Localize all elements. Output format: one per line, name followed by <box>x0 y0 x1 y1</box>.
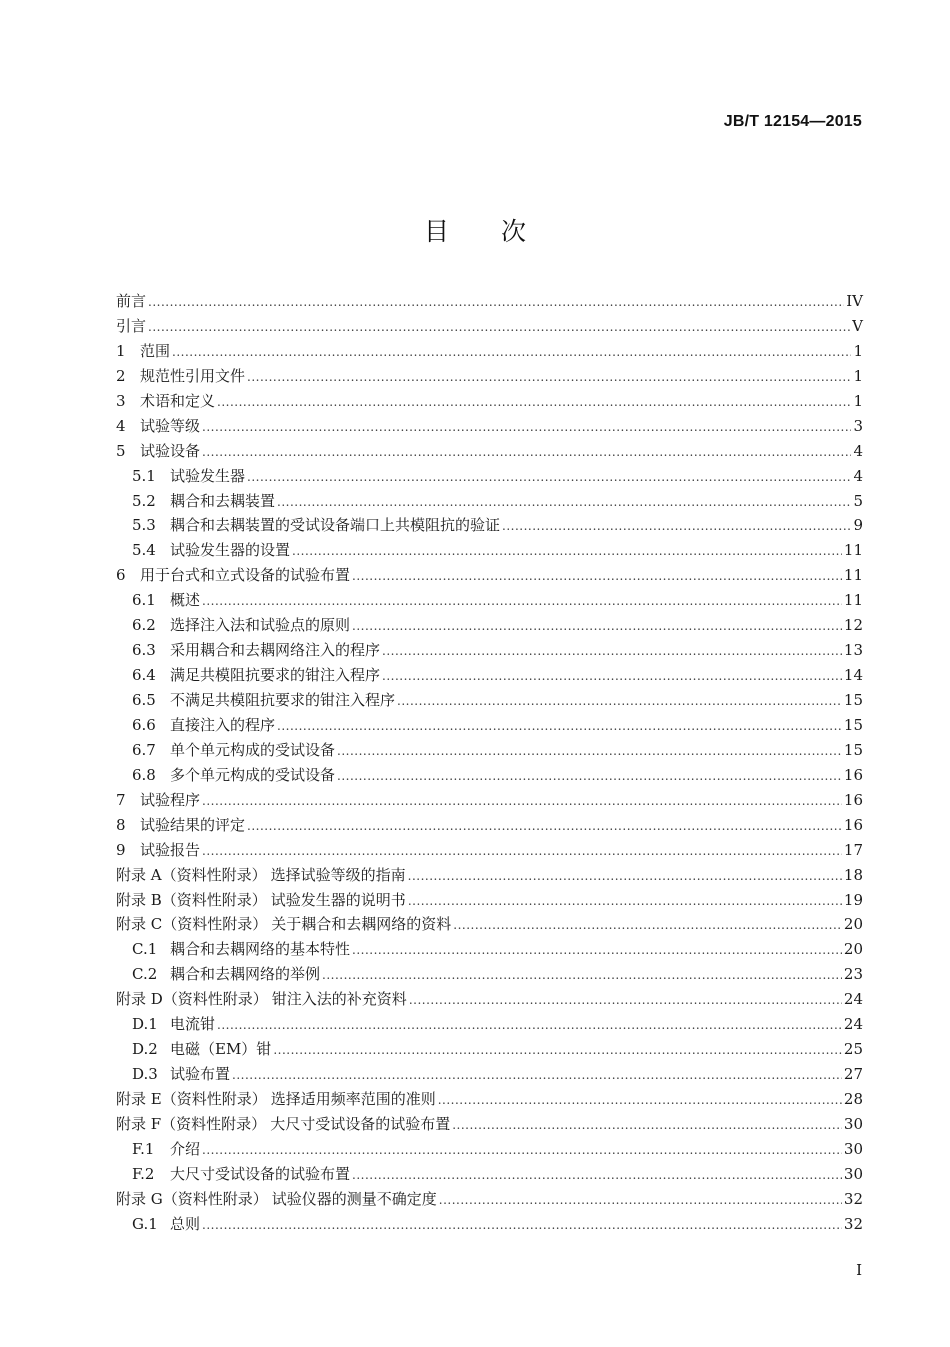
toc-entry-page: 30 <box>843 1114 863 1133</box>
toc-leader-dots <box>232 1063 842 1088</box>
toc-entry[interactable] <box>116 389 863 414</box>
toc-entry-page: 1 <box>853 341 863 360</box>
toc-entry-title: 钳注入法的补充资料 <box>271 990 407 1009</box>
toc-entry-title: 试验等级 <box>140 416 201 435</box>
toc-leader-dots <box>172 340 851 365</box>
toc-entry-page: 16 <box>843 790 863 809</box>
toc-leader-dots <box>148 290 844 315</box>
toc-entry-title: 选择注入法和试验点的原则 <box>170 616 351 635</box>
toc-entry[interactable] <box>116 339 863 364</box>
toc-entry-title: 引言 <box>116 316 147 335</box>
toc-leader-dots <box>502 514 851 539</box>
toc-entry-number: 6.4 <box>132 666 156 685</box>
toc-entry-title: 概述 <box>170 591 201 610</box>
toc-leader-dots <box>352 614 842 639</box>
toc-entry-number: 5.4 <box>132 541 156 560</box>
toc-leader-dots <box>382 664 842 689</box>
toc-entry-title: 多个单元构成的受试设备 <box>170 765 336 784</box>
toc-leader-dots <box>382 639 842 664</box>
toc-entry-number: 5.1 <box>132 466 156 485</box>
toc-entry[interactable] <box>116 314 863 339</box>
toc-entry-page: 4 <box>853 441 863 460</box>
toc-entry-number: 附录 C（资料性附录） <box>116 915 268 934</box>
toc-entry-page: 11 <box>843 591 863 610</box>
toc-leader-dots <box>439 1188 842 1213</box>
toc-leader-dots <box>148 315 850 340</box>
toc-entry[interactable] <box>116 613 863 638</box>
toc-entry-page: 27 <box>843 1065 863 1084</box>
toc-leader-dots <box>247 365 851 390</box>
toc-entry-page: 15 <box>843 715 863 734</box>
toc-entry-title: 大尺寸受试设备的试验布置 <box>170 1164 351 1183</box>
toc-entry-number: 7 <box>116 790 126 809</box>
toc-entry[interactable] <box>116 513 863 538</box>
toc-entry-title: 耦合和去耦装置 <box>170 491 276 510</box>
toc-entry-title: 耦合和去耦网络的基本特性 <box>170 940 351 959</box>
toc-entry-number: 附录 B（资料性附录） <box>116 890 267 909</box>
toc-entry[interactable] <box>116 888 863 913</box>
toc-entry-number: F.2 <box>132 1164 155 1183</box>
toc-entry-number: 6.7 <box>132 740 156 759</box>
toc-entry[interactable] <box>116 663 863 688</box>
toc-entry-number: 附录 A（资料性附录） <box>116 865 267 884</box>
toc-leader-dots <box>352 564 842 589</box>
toc-entry[interactable] <box>116 813 863 838</box>
toc-entry[interactable] <box>116 1137 863 1162</box>
toc-leader-dots <box>273 1038 842 1063</box>
toc-entry-title: 范围 <box>140 341 171 360</box>
toc-entry-title: 耦合和去耦网络的举例 <box>170 965 321 984</box>
toc-entry[interactable] <box>116 489 863 514</box>
toc-leader-dots <box>247 465 851 490</box>
toc-entry-title: 满足共模阻抗要求的钳注入程序 <box>170 666 381 685</box>
toc-entry[interactable] <box>116 588 863 613</box>
toc-entry-page: 1 <box>853 391 863 410</box>
toc-entry-title: 规范性引用文件 <box>140 366 246 385</box>
toc-entry-page: 20 <box>843 940 863 959</box>
toc-entry-page: V <box>852 316 863 335</box>
toc-entry-title: 试验发生器的说明书 <box>270 890 406 909</box>
toc-entry-title: 试验发生器的设置 <box>170 541 291 560</box>
toc-entry-page: 16 <box>843 815 863 834</box>
toc-entry-page: 24 <box>843 990 863 1009</box>
toc-leader-dots <box>292 539 842 564</box>
page-title: 目次 <box>423 217 578 246</box>
toc-entry-number: 6.6 <box>132 715 156 734</box>
toc-entry-title: 直接注入的程序 <box>170 715 276 734</box>
toc-leader-dots <box>452 1113 842 1138</box>
toc-entry-title: 试验结果的评定 <box>140 815 246 834</box>
toc-entry[interactable] <box>116 1087 863 1112</box>
toc-entry[interactable] <box>116 713 863 738</box>
toc-entry-page: 18 <box>843 865 863 884</box>
toc-leader-dots <box>277 490 851 515</box>
toc-entry-number: 5.2 <box>132 491 156 510</box>
toc-leader-dots <box>337 764 842 789</box>
toc-entry-title: 试验仪器的测量不确定度 <box>271 1189 437 1208</box>
toc-leader-dots <box>397 689 842 714</box>
toc-entry-title: 耦合和去耦装置的受试设备端口上共模阻抗的验证 <box>170 516 501 535</box>
toc-entry-title: 术语和定义 <box>140 391 216 410</box>
toc-entry-title: 试验设备 <box>140 441 201 460</box>
toc-entry[interactable] <box>116 414 863 439</box>
toc-entry-number: 6.5 <box>132 691 156 709</box>
toc-entry-page: 19 <box>843 890 863 909</box>
toc-entry-title: 试验程序 <box>140 790 201 809</box>
toc-entry-page: 1 <box>853 366 863 385</box>
toc-entry-number: 2 <box>116 366 126 385</box>
toc-leader-dots <box>408 889 842 914</box>
toc-leader-dots <box>337 739 842 764</box>
toc-entry-number: D.1 <box>132 1015 158 1034</box>
toc-leader-dots <box>202 589 842 614</box>
toc-entry-page: 30 <box>843 1139 863 1158</box>
toc-entry-page: 23 <box>843 965 863 984</box>
toc-entry-title: 试验报告 <box>140 840 201 859</box>
toc-leader-dots <box>217 1013 842 1038</box>
toc-entry[interactable] <box>116 688 863 713</box>
toc-leader-dots <box>438 1088 842 1113</box>
toc-leader-dots <box>217 390 851 415</box>
toc-entry-page: 5 <box>853 491 863 510</box>
toc-entry-number: 附录 E（资料性附录） <box>116 1090 267 1108</box>
toc-entry-page: IV <box>846 292 863 310</box>
toc-leader-dots <box>322 963 842 988</box>
toc-entry-number: 附录 D（资料性附录） <box>116 990 268 1009</box>
toc-entry-number: 4 <box>116 416 126 435</box>
toc-entry-number: 6.1 <box>132 591 156 610</box>
toc-leader-dots <box>352 1163 842 1188</box>
toc-leader-dots <box>202 839 842 864</box>
toc-entry[interactable] <box>116 538 863 563</box>
toc-entry[interactable] <box>116 1112 863 1137</box>
toc-entry-title: 试验布置 <box>170 1065 231 1084</box>
toc-entry-page: 32 <box>843 1189 863 1208</box>
toc-entry[interactable] <box>116 838 863 863</box>
toc-entry-number: F.1 <box>132 1139 155 1158</box>
toc-entry[interactable] <box>116 1062 863 1087</box>
toc-entry[interactable] <box>116 937 863 962</box>
toc-entry-number: 8 <box>116 815 126 834</box>
toc-entry-title: 电流钳 <box>170 1015 216 1034</box>
toc-entry-number: 6.2 <box>132 616 156 635</box>
toc-entry[interactable] <box>116 1162 863 1187</box>
toc-entry-page: 15 <box>843 691 863 709</box>
toc-entry-title: 前言 <box>116 292 147 310</box>
toc-entry-page: 24 <box>843 1015 863 1034</box>
page-number: I <box>856 1261 862 1279</box>
toc-entry-number: G.1 <box>132 1214 158 1233</box>
toc-entry[interactable] <box>116 738 863 763</box>
toc-entry-title: 选择试验等级的指南 <box>270 865 406 884</box>
toc-entry-title: 选择适用频率范围的准则 <box>270 1090 436 1108</box>
toc-entry[interactable] <box>116 638 863 663</box>
toc-entry-page: 30 <box>843 1164 863 1183</box>
toc-entry-title: 采用耦合和去耦网络注入的程序 <box>170 641 381 660</box>
toc-entry[interactable] <box>116 1012 863 1037</box>
toc-entry-page: 3 <box>853 416 863 435</box>
toc-entry-page: 9 <box>853 516 863 535</box>
toc-entry-number: C.1 <box>132 940 158 959</box>
toc-entry-number: D.3 <box>132 1065 158 1084</box>
toc-entry[interactable] <box>116 563 863 588</box>
toc-entry[interactable] <box>116 289 863 314</box>
toc-leader-dots <box>202 440 851 465</box>
toc-entry-page: 15 <box>843 740 863 759</box>
toc-entry-title: 用于台式和立式设备的试验布置 <box>140 566 351 585</box>
document-number: JB/T 12154—2015 <box>723 113 862 130</box>
toc-leader-dots <box>247 814 842 839</box>
toc-entry-title: 关于耦合和去耦网络的资料 <box>271 915 452 934</box>
toc-entry-number: 附录 G（资料性附录） <box>116 1189 268 1208</box>
toc-entry-title: 不满足共模阻抗要求的钳注入程序 <box>170 691 396 709</box>
toc-entry[interactable] <box>116 364 863 389</box>
toc-entry-number: 附录 F（资料性附录） <box>116 1114 267 1133</box>
toc-leader-dots <box>352 938 842 963</box>
toc-leader-dots <box>202 1213 842 1238</box>
toc-entry-page: 28 <box>843 1090 863 1108</box>
table-of-contents <box>116 289 863 1237</box>
toc-entry[interactable] <box>116 987 863 1012</box>
toc-entry-page: 16 <box>843 765 863 784</box>
toc-entry-page: 14 <box>843 666 863 685</box>
toc-entry-title: 试验发生器 <box>170 466 246 485</box>
toc-leader-dots <box>202 1138 842 1163</box>
toc-entry[interactable] <box>116 1037 863 1062</box>
toc-entry-number: 5.3 <box>132 516 156 535</box>
toc-entry-page: 13 <box>843 641 863 660</box>
toc-entry-title: 大尺寸受试设备的试验布置 <box>270 1114 451 1133</box>
toc-entry-title: 介绍 <box>170 1139 201 1158</box>
toc-entry-page: 20 <box>843 915 863 934</box>
toc-entry[interactable] <box>116 912 863 937</box>
toc-entry[interactable] <box>116 464 863 489</box>
toc-entry-number: 1 <box>116 341 126 360</box>
toc-entry-page: 11 <box>843 541 863 560</box>
toc-entry[interactable] <box>116 1212 863 1237</box>
toc-entry-number: C.2 <box>132 965 158 984</box>
toc-leader-dots <box>453 913 842 938</box>
toc-entry[interactable] <box>116 439 863 464</box>
toc-leader-dots <box>202 415 851 440</box>
toc-entry-page: 11 <box>843 566 863 585</box>
toc-entry-page: 25 <box>843 1040 863 1059</box>
toc-entry-title: 单个单元构成的受试设备 <box>170 740 336 759</box>
toc-entry-page: 4 <box>853 466 863 485</box>
toc-entry[interactable] <box>116 1187 863 1212</box>
toc-entry-page: 12 <box>843 616 863 635</box>
toc-entry[interactable] <box>116 788 863 813</box>
toc-entry-number: 5 <box>116 441 126 460</box>
toc-entry-page: 17 <box>843 840 863 859</box>
toc-entry-number: 6.3 <box>132 641 156 660</box>
toc-leader-dots <box>202 789 842 814</box>
toc-entry-number: 9 <box>116 840 126 859</box>
toc-entry-title: 总则 <box>170 1214 201 1233</box>
toc-entry-title: 电磁（EM）钳 <box>170 1040 272 1059</box>
toc-leader-dots <box>409 988 842 1013</box>
toc-entry[interactable] <box>116 863 863 888</box>
toc-entry[interactable] <box>116 763 863 788</box>
toc-leader-dots <box>408 864 842 889</box>
toc-entry-number: 3 <box>116 391 126 410</box>
toc-entry[interactable] <box>116 962 863 987</box>
toc-entry-number: 6.8 <box>132 765 156 784</box>
toc-entry-page: 32 <box>843 1214 863 1233</box>
toc-entry-number: 6 <box>116 566 126 585</box>
toc-leader-dots <box>277 714 842 739</box>
toc-entry-number: D.2 <box>132 1040 158 1059</box>
